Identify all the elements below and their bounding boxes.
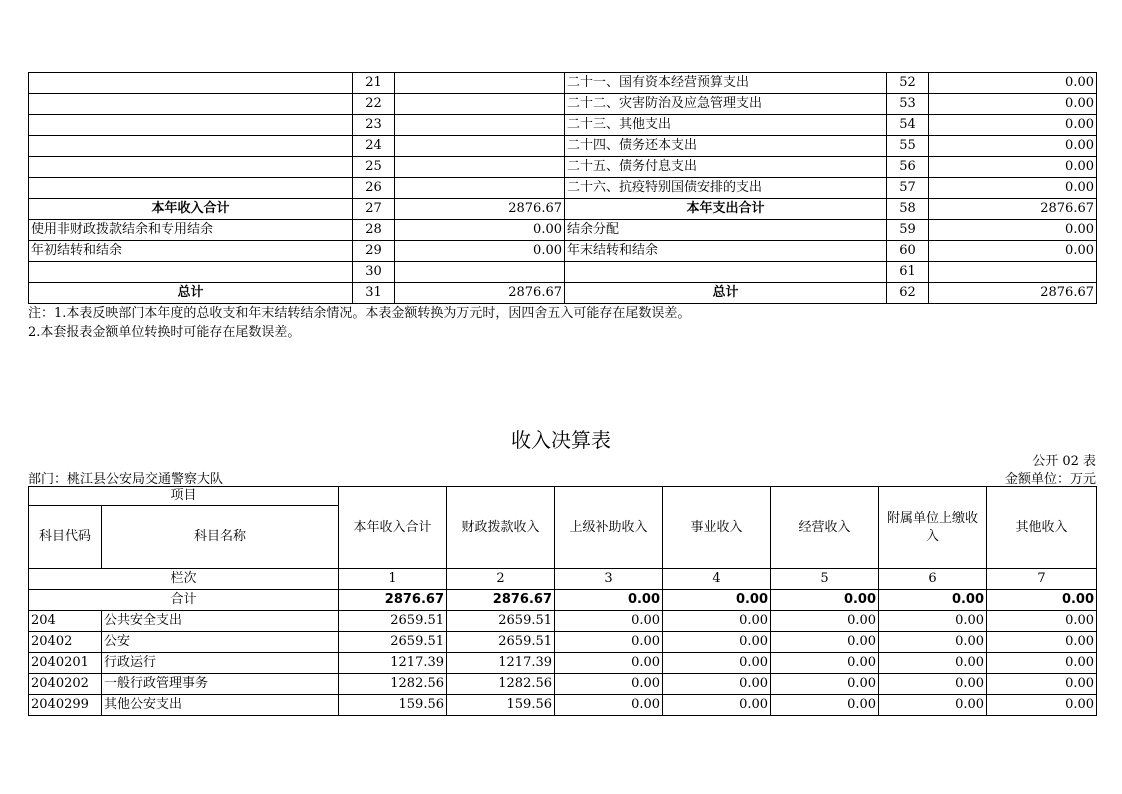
amount-cell: 0.00 (879, 611, 987, 632)
department-label: 部门：桃江县公安局交通警察大队 (28, 472, 224, 487)
seq-7: 7 (987, 569, 1097, 590)
right-amount: 0.00 (929, 157, 1097, 178)
right-line-no: 52 (887, 73, 929, 94)
seq-4: 4 (663, 569, 771, 590)
seq-2: 2 (447, 569, 555, 590)
amount-cell: 0.00 (663, 674, 771, 695)
table-row (29, 611, 1097, 632)
summary-row (29, 115, 1097, 136)
subject-code: 2040299 (29, 695, 102, 716)
right-line-no: 59 (887, 220, 929, 241)
right-label: 二十六、抗疫特别国债安排的支出 (565, 178, 887, 199)
header-col-2: 财政拨款收入 (447, 487, 555, 569)
right-amount: 0.00 (929, 73, 1097, 94)
header-col-6: 附属单位上缴收入 (879, 487, 987, 569)
right-amount: 0.00 (929, 136, 1097, 157)
total-value: 0.00 (663, 590, 771, 611)
income-table (28, 486, 1097, 716)
header-col-3: 上级补助收入 (555, 487, 663, 569)
amount-cell: 0.00 (663, 695, 771, 716)
left-amount (395, 178, 565, 199)
amount-cell: 1282.56 (339, 674, 447, 695)
header-col-5: 经营收入 (771, 487, 879, 569)
table-row (29, 695, 1097, 716)
right-label: 二十五、债务付息支出 (565, 157, 887, 178)
summary-row (29, 73, 1097, 94)
header-name: 科目名称 (102, 506, 339, 569)
left-line-no: 24 (353, 136, 395, 157)
total-row (29, 590, 1097, 611)
amount-cell: 0.00 (771, 611, 879, 632)
left-label (29, 94, 353, 115)
right-amount: 0.00 (929, 178, 1097, 199)
left-amount (395, 262, 565, 283)
right-amount: 0.00 (929, 94, 1097, 115)
table-notes (28, 304, 690, 342)
right-label (565, 262, 887, 283)
amount-cell: 0.00 (771, 653, 879, 674)
right-line-no: 60 (887, 241, 929, 262)
right-amount: 2876.67 (929, 199, 1097, 220)
left-amount (395, 94, 565, 115)
total-value: 2876.67 (339, 590, 447, 611)
amount-unit-label: 金额单位：万元 (1004, 472, 1096, 487)
left-amount: 0.00 (395, 241, 565, 262)
left-line-no: 23 (353, 115, 395, 136)
amount-cell: 0.00 (879, 632, 987, 653)
report-code: 公开 02 表 (1032, 454, 1096, 469)
amount-cell: 0.00 (663, 611, 771, 632)
subject-name: 行政运行 (102, 653, 339, 674)
left-label (29, 262, 353, 283)
right-line-no: 58 (887, 199, 929, 220)
seq-5: 5 (771, 569, 879, 590)
subject-code: 20402 (29, 632, 102, 653)
report-title: 收入决算表 (511, 428, 611, 452)
right-line-no: 54 (887, 115, 929, 136)
note-line-2: 2.本套报表金额单位转换时可能存在尾数误差。 (28, 325, 301, 340)
subject-name: 其他公安支出 (102, 695, 339, 716)
right-label: 二十四、债务还本支出 (565, 136, 887, 157)
left-label: 总计 (29, 283, 353, 304)
left-amount: 0.00 (395, 220, 565, 241)
left-label (29, 178, 353, 199)
left-line-no: 25 (353, 157, 395, 178)
summary-row (29, 199, 1097, 220)
summary-row (29, 283, 1097, 304)
right-line-no: 62 (887, 283, 929, 304)
left-label: 使用非财政拨款结余和专用结余 (29, 220, 353, 241)
amount-cell: 0.00 (771, 632, 879, 653)
summary-row (29, 136, 1097, 157)
left-line-no: 22 (353, 94, 395, 115)
subject-name: 公共安全支出 (102, 611, 339, 632)
table-row (29, 674, 1097, 695)
income-table-header (29, 487, 1097, 590)
subject-code: 2040201 (29, 653, 102, 674)
right-label: 二十一、国有资本经营预算支出 (565, 73, 887, 94)
summary-row (29, 178, 1097, 199)
seq-label: 栏次 (29, 569, 339, 590)
budget-summary-body (29, 73, 1097, 304)
left-amount (395, 115, 565, 136)
amount-cell: 0.00 (555, 611, 663, 632)
header-col-4: 事业收入 (663, 487, 771, 569)
amount-cell: 2659.51 (339, 632, 447, 653)
amount-cell: 0.00 (771, 695, 879, 716)
right-label: 二十三、其他支出 (565, 115, 887, 136)
subject-name: 一般行政管理事务 (102, 674, 339, 695)
left-line-no: 26 (353, 178, 395, 199)
amount-cell: 0.00 (987, 674, 1097, 695)
note-line-1: 注：1.本表反映部门本年度的总收支和年末结转结余情况。本表金额转换为万元时，因四舍五入可能存在尾数误差。 (28, 306, 691, 321)
amount-cell: 0.00 (987, 653, 1097, 674)
right-label: 结余分配 (565, 220, 887, 241)
amount-cell: 2659.51 (447, 632, 555, 653)
total-value: 2876.67 (447, 590, 555, 611)
seq-6: 6 (879, 569, 987, 590)
amount-cell: 1282.56 (447, 674, 555, 695)
left-amount: 2876.67 (395, 283, 565, 304)
amount-cell: 2659.51 (339, 611, 447, 632)
total-value: 0.00 (879, 590, 987, 611)
right-amount (929, 262, 1097, 283)
subject-name: 公安 (102, 632, 339, 653)
income-table-body (29, 590, 1097, 716)
amount-cell: 0.00 (987, 632, 1097, 653)
amount-cell: 0.00 (771, 674, 879, 695)
amount-cell: 0.00 (555, 674, 663, 695)
summary-row (29, 157, 1097, 178)
table-row (29, 653, 1097, 674)
left-label (29, 157, 353, 178)
right-amount: 0.00 (929, 241, 1097, 262)
amount-cell: 0.00 (987, 611, 1097, 632)
left-amount (395, 73, 565, 94)
left-line-no: 28 (353, 220, 395, 241)
summary-row (29, 262, 1097, 283)
right-label: 年末结转和结余 (565, 241, 887, 262)
amount-cell: 0.00 (879, 695, 987, 716)
right-amount: 2876.67 (929, 283, 1097, 304)
total-value: 0.00 (771, 590, 879, 611)
amount-cell: 159.56 (447, 695, 555, 716)
summary-row (29, 94, 1097, 115)
total-label: 合计 (29, 590, 339, 611)
right-line-no: 61 (887, 262, 929, 283)
seq-1: 1 (339, 569, 447, 590)
header-col-7: 其他收入 (987, 487, 1097, 569)
total-value: 0.00 (987, 590, 1097, 611)
left-label: 年初结转和结余 (29, 241, 353, 262)
amount-cell: 0.00 (879, 674, 987, 695)
right-amount: 0.00 (929, 115, 1097, 136)
amount-cell: 0.00 (987, 695, 1097, 716)
left-label (29, 136, 353, 157)
table-row (29, 632, 1097, 653)
header-item: 项目 (29, 487, 339, 506)
right-amount: 0.00 (929, 220, 1097, 241)
left-line-no: 27 (353, 199, 395, 220)
amount-cell: 2659.51 (447, 611, 555, 632)
right-line-no: 57 (887, 178, 929, 199)
right-line-no: 55 (887, 136, 929, 157)
right-label: 二十二、灾害防治及应急管理支出 (565, 94, 887, 115)
amount-cell: 0.00 (555, 632, 663, 653)
header-col-1: 本年收入合计 (339, 487, 447, 569)
right-label: 本年支出合计 (565, 199, 887, 220)
amount-cell: 0.00 (663, 632, 771, 653)
left-line-no: 30 (353, 262, 395, 283)
summary-row (29, 220, 1097, 241)
right-line-no: 53 (887, 94, 929, 115)
right-label: 总计 (565, 283, 887, 304)
summary-row (29, 241, 1097, 262)
right-line-no: 56 (887, 157, 929, 178)
header-code: 科目代码 (29, 506, 102, 569)
left-line-no: 29 (353, 241, 395, 262)
left-amount: 2876.67 (395, 199, 565, 220)
amount-cell: 0.00 (663, 653, 771, 674)
subject-code: 2040202 (29, 674, 102, 695)
amount-cell: 0.00 (555, 695, 663, 716)
left-line-no: 21 (353, 73, 395, 94)
amount-cell: 1217.39 (339, 653, 447, 674)
amount-cell: 0.00 (555, 653, 663, 674)
total-value: 0.00 (555, 590, 663, 611)
budget-summary-table (28, 72, 1097, 304)
subject-code: 204 (29, 611, 102, 632)
left-amount (395, 157, 565, 178)
left-line-no: 31 (353, 283, 395, 304)
left-label (29, 73, 353, 94)
seq-3: 3 (555, 569, 663, 590)
amount-cell: 159.56 (339, 695, 447, 716)
left-amount (395, 136, 565, 157)
left-label: 本年收入合计 (29, 199, 353, 220)
left-label (29, 115, 353, 136)
amount-cell: 1217.39 (447, 653, 555, 674)
amount-cell: 0.00 (879, 653, 987, 674)
